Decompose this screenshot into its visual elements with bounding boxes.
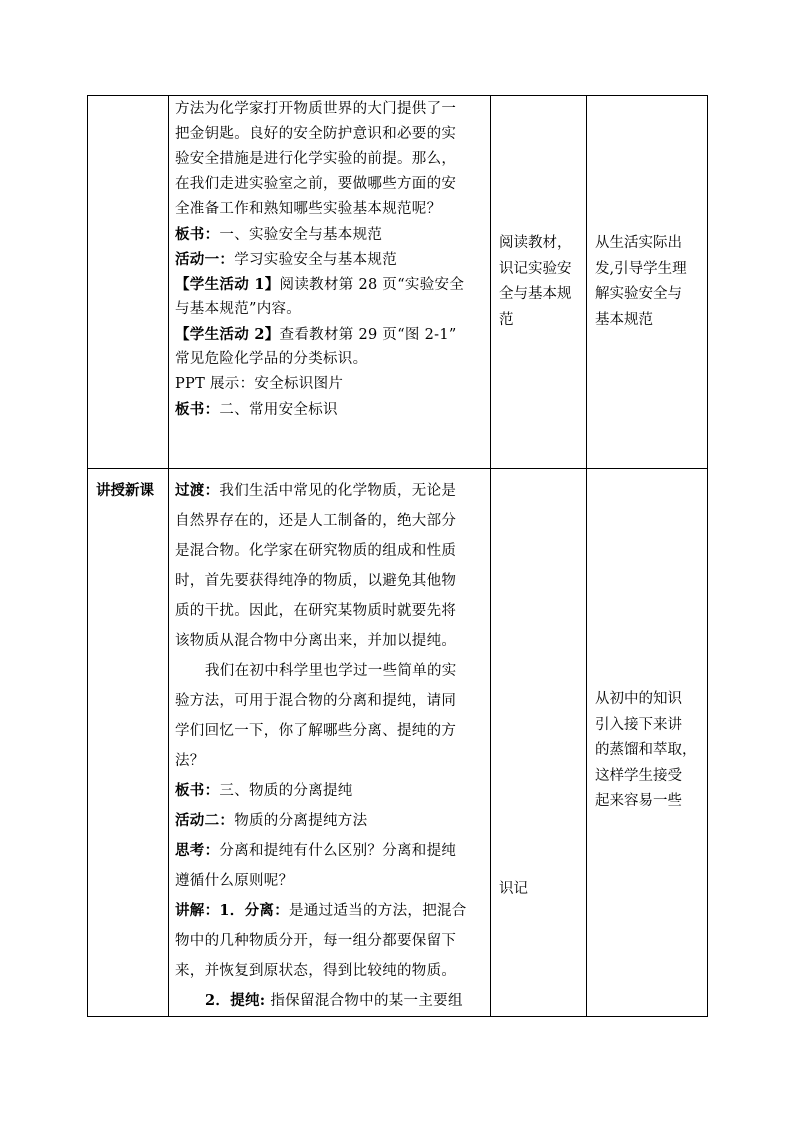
text-segment: 物质的分离提纯方法 [234,813,368,829]
design-intent-line: 从生活实际出 [595,235,682,251]
text-segment: 把金钥匙。良好的安全防护意识和必要的实 [175,126,457,142]
text-line [175,776,486,806]
design-intent-line: 从初中的知识 [595,691,682,707]
text-line [175,686,486,716]
bold-label: 【学生活动 2】 [175,326,280,343]
text-line [175,172,486,197]
student-activity-cell [491,469,587,1017]
table-row [88,469,708,1017]
text-segment: 验方法，可用于混合物的分离和提纯，请同 [175,693,457,709]
design-intent-cell [587,469,708,1017]
text-line [175,956,486,986]
stage-cell [88,469,169,1017]
text-line [175,222,486,247]
teacher-activity-cell [169,96,491,469]
text-segment: 查看教材第 29 页“图 2-1” [279,327,457,343]
text-line [175,397,486,422]
student-activity-line: 阅读教材， [499,235,572,251]
bold-label: 2．提纯: [205,992,266,1009]
text-line [175,247,486,272]
design-intent-line: 基本规范 [595,311,653,328]
text-line [175,506,486,536]
design-intent-line: 这样学生接受 [595,767,682,784]
text-segment: 指保留混合物中的某一主要组 [265,993,463,1009]
bold-label: 板书： [175,782,220,799]
text-segment: 我们在初中科学里也学过一些简单的实 [205,663,457,679]
design-intent-cell [587,96,708,469]
text-line [175,476,486,506]
text-line [175,297,486,322]
text-line [175,716,486,746]
bold-label: 活动一： [175,251,235,268]
text-segment: 物中的几种物质分开，每一组分都要保留下 [175,933,457,949]
text-line [175,836,486,866]
text-line [175,926,486,956]
student-activity-line: 识记实验安 [499,260,572,277]
text-line [175,322,486,347]
text-line [175,272,486,297]
text-segment: 二、常用安全标识 [219,402,338,418]
student-activity-line: 全与基本规 [499,286,572,302]
text-segment: 三、物质的分离提纯 [219,783,353,799]
text-segment: 时，首先要获得纯净的物质，以避免其他物 [175,573,457,589]
text-segment: 常见危险化学品的分类标识。 [175,351,368,367]
student-activity-line: 范 [499,311,514,328]
text-segment: 验安全措施是进行化学实验的前提。那么， [175,151,457,167]
text-segment: 学习实验安全与基本规范 [234,252,398,268]
text-segment: 在我们走进实验室之前，要做哪些方面的安 [175,176,457,192]
bold-label: 【学生活动 1】 [175,276,280,293]
text-line [175,97,486,122]
text-segment: PPT 展示：安全标识图片 [175,376,344,392]
table-row [88,96,708,469]
text-line [175,656,486,686]
design-intent-line: 的蒸馏和萃取， [595,742,697,758]
text-line [175,896,486,926]
text-segment: 全准备工作和熟知哪些实验基本规范呢？ [175,201,442,217]
text-segment: 是通过适当的方法，把混合 [289,903,467,919]
text-segment: 与基本规范”内容。 [175,301,302,317]
text-segment: 是混合物。化学家在研究物质的组成和性质 [175,543,457,559]
text-line [175,347,486,372]
text-line [175,122,486,147]
text-line [175,596,486,626]
text-line [175,566,486,596]
text-segment: 来，并恢复到原状态，得到比较纯的物质。 [175,963,457,979]
text-segment: 遵循什么原则呢？ [175,873,294,889]
bold-label: 活动二： [175,812,235,829]
stage-label: 讲授新课 [96,482,154,499]
text-segment: 该物质从混合物中分离出来，并加以提纯。 [175,633,457,649]
text-segment: 学们回忆一下，你了解哪些分离、提纯的方 [175,723,457,739]
text-line [175,746,486,776]
stage-cell-empty [88,96,169,469]
bold-label: 过渡： [175,482,220,499]
text-segment: 分离和提纯有什么区别？分离和提纯 [219,843,457,859]
text-segment: 方法为化学家打开物质世界的大门提供了一 [175,101,457,117]
text-line [175,372,486,397]
text-line [175,626,486,656]
text-line [175,866,486,896]
bold-label: 讲解：1．分离： [175,902,289,919]
text-line [175,536,486,566]
student-activity-cell [491,96,587,469]
student-activity-text: 识记 [499,881,528,897]
text-line [175,986,486,1016]
text-segment: 阅读教材第 28 页“实验安全 [279,277,465,293]
text-line [175,147,486,172]
lesson-plan-table [87,95,708,1017]
text-line [175,197,486,222]
design-intent-line: 起来容易一些 [595,793,682,809]
text-segment: 一、实验安全与基本规范 [219,227,383,243]
design-intent-line: 解实验安全与 [595,286,682,302]
bold-label: 板书： [175,226,220,243]
design-intent-line: 发,引导学生理 [595,260,687,277]
text-segment: 我们生活中常见的化学物质，无论是 [219,483,457,499]
teacher-activity-cell [169,469,491,1017]
text-segment: 质的干扰。因此，在研究某物质时就要先将 [175,603,457,619]
design-intent-line: 引入接下来讲 [595,716,682,733]
bold-label: 思考： [175,842,220,859]
bold-label: 板书： [175,401,220,418]
text-segment: 自然界存在的，还是人工制备的，绝大部分 [175,513,457,529]
text-line [175,806,486,836]
text-segment: 法？ [175,753,205,769]
